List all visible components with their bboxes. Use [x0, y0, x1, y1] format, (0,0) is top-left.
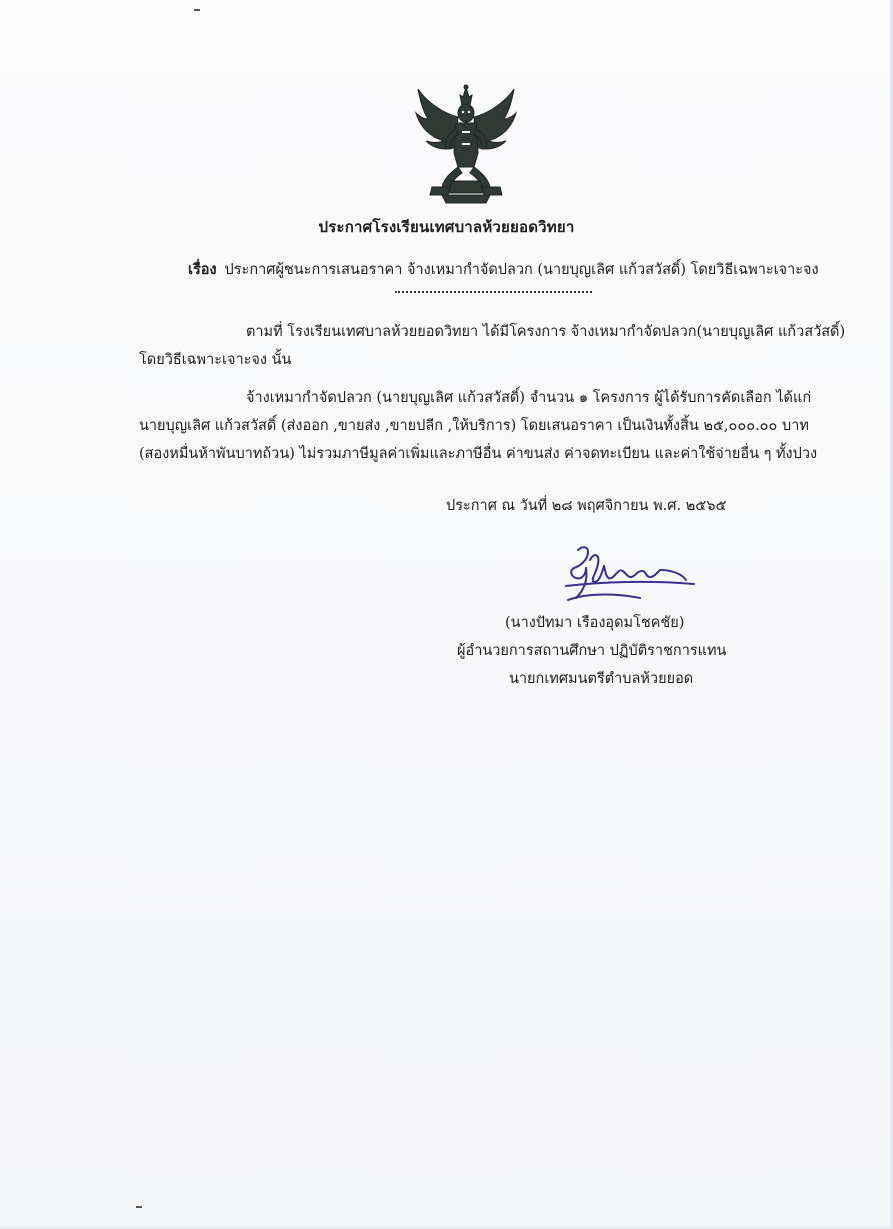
subject-line	[188, 258, 819, 281]
paragraph2-line1: จ้างเหมากำจัดปลวก (นายบุญเลิศ แก้วสวัสดิ์) จำนวน ๑ โครงการ ผู้ได้รับการคัดเลือก ได้แก่	[246, 390, 812, 406]
document-heading: ประกาศโรงเรียนเทศบาลห้วยยอดวิทยา	[318, 218, 575, 236]
signer-name: (นางปัทมา เรืองอุดมโชคชัย)	[505, 615, 685, 631]
handwritten-signature-icon	[560, 540, 700, 612]
scan-mark-bottom	[136, 1206, 142, 1208]
paragraph2-line3: (สองหมื่นห้าพันบาทถ้วน) ไม่รวมภาษีมูลค่าเพิ่มและภาษีอื่น ค่าขนส่ง ค่าจดทะเบียน และค่าใช้จ่ายอื่น ๆ ทั้งปวง	[139, 446, 818, 462]
dotted-separator	[395, 291, 592, 293]
paragraph2-line2: นายบุญเลิศ แก้วสวัสดิ์ (ส่งออก ,ขายส่ง ,ขายปลีก ,ให้บริการ) โดยเสนอราคา เป็นเงินทั้งสิ้น ๒๕,๐๐๐.๐๐ บาท	[139, 418, 809, 434]
signer-position: ผู้อำนวยการสถานศึกษา ปฏิบัติราชการแทน	[457, 643, 727, 659]
subject-text: ประกาศผู้ชนะการเสนอราคา จ้างเหมากำจัดปลวก (นายบุญเลิศ แก้วสวัสดิ์) โดยวิธีเฉพาะเจาะจง	[224, 262, 819, 278]
announce-date: ประกาศ ณ วันที่ ๒๘ พฤศจิกายน พ.ศ. ๒๕๖๕	[446, 498, 727, 514]
signer-title: นายกเทศมนตรีตำบลห้วยยอด	[509, 671, 694, 687]
subject-label: เรื่อง	[188, 261, 217, 278]
scan-mark-top	[194, 9, 200, 11]
paragraph1-line1: ตามที่ โรงเรียนเทศบาลห้วยยอดวิทยา ได้มีโครงการ จ้างเหมากำจัดปลวก(นายบุญเลิศ แก้วสวัสดิ์)	[246, 324, 846, 340]
garuda-emblem-icon	[412, 83, 520, 205]
paragraph1-line2: โดยวิธีเฉพาะเจาะจง นั้น	[139, 352, 292, 368]
